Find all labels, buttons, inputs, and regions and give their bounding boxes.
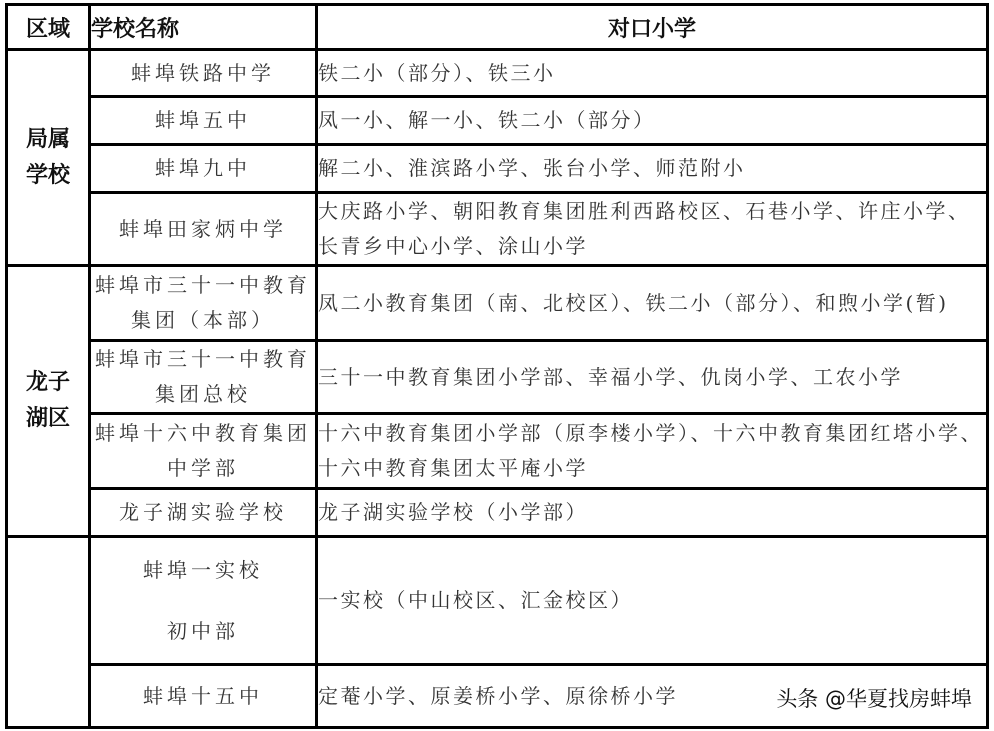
region-cell-bureau	[7, 50, 90, 266]
table-header-row	[7, 5, 988, 50]
school-district-table	[5, 3, 989, 729]
table-row	[7, 414, 988, 489]
feeder-primary: 三十一中教育集团小学部、幸福小学、仇岗小学、工农小学	[317, 341, 988, 414]
table-row	[7, 145, 988, 193]
region-line: 龙子	[25, 370, 70, 395]
table-row	[7, 537, 988, 665]
region-line: 学校	[25, 162, 70, 188]
school-name: 蚌埠十五中	[90, 665, 317, 728]
school-name: 龙子湖实验学校	[90, 489, 317, 537]
header-school-name: 学校名称	[90, 5, 317, 50]
feeder-primary: 凤一小、解一小、铁二小（部分）	[317, 97, 988, 145]
region-cell-unlabeled	[7, 537, 90, 728]
school-name: 蚌埠市三十一中教育集团总校	[90, 341, 317, 414]
feeder-primary: 铁二小（部分）、铁三小	[317, 50, 988, 97]
table-row	[7, 50, 988, 97]
school-name: 蚌埠田家炳中学	[90, 193, 317, 266]
school-name	[90, 537, 317, 665]
feeder-primary: 凤二小教育集团（南、北校区）、铁二小（部分）、和煦小学(暂)	[317, 266, 988, 341]
table-row	[7, 489, 988, 537]
feeder-primary: 一实校（中山校区、汇金校区）	[317, 537, 988, 665]
region-line: 湖区	[25, 406, 70, 431]
region-cell-longzihu	[7, 266, 90, 537]
school-name: 蚌埠九中	[90, 145, 317, 193]
school-name: 蚌埠十六中教育集团中学部	[90, 414, 317, 489]
header-feeder-primary: 对口小学	[317, 5, 988, 50]
header-region: 区域	[7, 5, 90, 50]
feeder-primary: 大庆路小学、朝阳教育集团胜利西路校区、石巷小学、许庄小学、长青乡中心小学、涂山小学	[317, 193, 988, 266]
school-name: 蚌埠五中	[90, 97, 317, 145]
region-line: 局属	[25, 126, 70, 152]
watermark-label: 头条 @华夏找房蚌埠	[776, 687, 972, 711]
feeder-primary: 解二小、淮滨路小学、张台小学、师范附小	[317, 145, 988, 193]
table-row	[7, 97, 988, 145]
school-name: 蚌埠铁路中学	[90, 50, 317, 97]
school-name-line: 初中部	[167, 618, 239, 643]
school-name-line: 蚌埠一实校	[143, 557, 263, 582]
table-row	[7, 266, 988, 341]
school-name: 蚌埠市三十一中教育集团（本部）	[90, 266, 317, 341]
table-row	[7, 341, 988, 414]
feeder-primary: 十六中教育集团小学部（原李楼小学）、十六中教育集团红塔小学、十六中教育集团太平庵小学	[317, 414, 988, 489]
feeder-primary: 定菴小学、原姜桥小学、原徐桥小学	[317, 665, 988, 728]
feeder-primary: 龙子湖实验学校（小学部）	[317, 489, 988, 537]
table-row	[7, 193, 988, 266]
